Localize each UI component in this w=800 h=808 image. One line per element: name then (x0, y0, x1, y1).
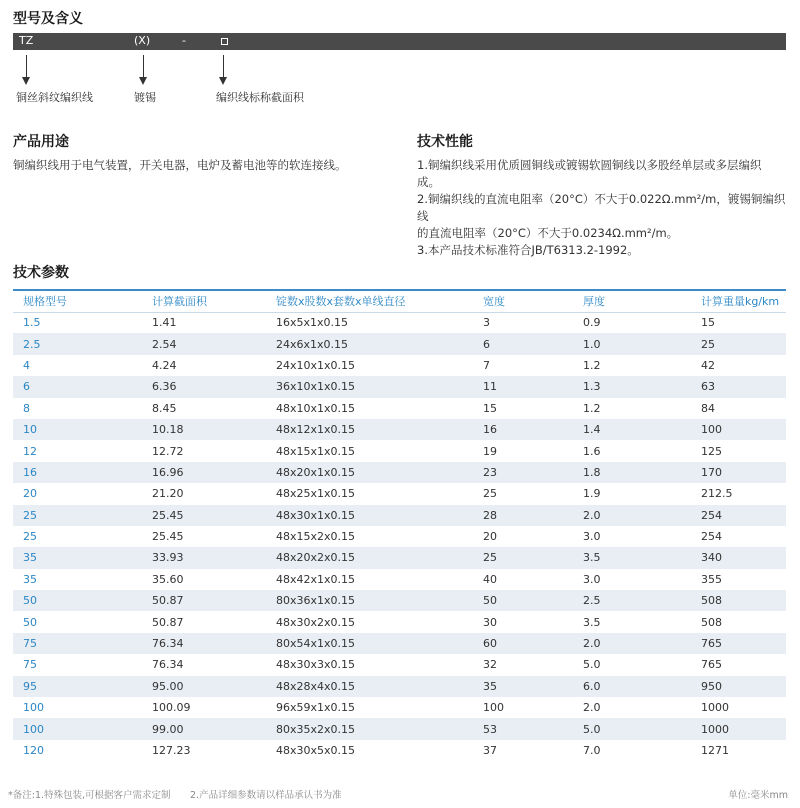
table-row (13, 633, 786, 654)
cell-width: 35 (473, 676, 573, 697)
cell-thickness: 1.9 (583, 487, 601, 501)
model-label-tinned: 镀锡 (134, 91, 156, 104)
table-row (13, 312, 786, 333)
cell-area: 2.54 (142, 333, 266, 354)
cell-thickness: 2.0 (573, 505, 691, 526)
arrow-down-icon (139, 55, 149, 85)
cell-construction: 24x6x1x0.15 (266, 333, 473, 354)
cell-weight: 42 (701, 358, 715, 372)
cell-weight: 125 (701, 444, 722, 458)
cell-weight: 254 (701, 530, 722, 544)
params-section-title: 技术参数 (13, 265, 69, 281)
table-row (13, 526, 786, 547)
cell-spec: 2.5 (13, 333, 142, 354)
cell-weight: 1000 (701, 701, 729, 715)
cell-thickness: 5.0 (573, 718, 691, 739)
table-row (13, 440, 786, 461)
cell-weight: 508 (691, 590, 786, 611)
header-spec: 规格型号 (13, 290, 142, 312)
cell-thickness: 1.8 (573, 462, 691, 483)
cell-spec: 12 (23, 444, 37, 458)
cell-construction: 36x10x1x0.15 (266, 376, 473, 397)
cell-thickness: 3.5 (573, 547, 691, 568)
cell-construction: 96x59x1x0.15 (276, 701, 356, 715)
cell-width: 30 (483, 615, 497, 629)
table-row (13, 547, 786, 568)
cell-construction: 48x10x1x0.15 (276, 401, 356, 415)
cell-spec: 100 (13, 718, 142, 739)
params-table (13, 289, 786, 761)
table-row (13, 376, 786, 397)
cell-width: 53 (473, 718, 573, 739)
cell-width: 3 (483, 316, 490, 330)
cell-spec: 75 (13, 633, 142, 654)
cell-area: 10.18 (142, 419, 266, 440)
cell-construction: 24x10x1x0.15 (276, 358, 356, 372)
cell-thickness: 1.4 (573, 419, 691, 440)
performance-line: 的直流电阻率（20°C）不大于0.0234Ω.mm²/m。 (417, 226, 679, 240)
cell-width: 37 (483, 744, 497, 757)
cell-width: 23 (473, 462, 573, 483)
table-row (13, 654, 786, 675)
header-width: 宽度 (473, 290, 573, 312)
cell-construction: 80x36x1x0.15 (266, 590, 473, 611)
cell-thickness: 1.2 (583, 358, 601, 372)
table-row (13, 419, 786, 440)
cell-spec: 95 (13, 676, 142, 697)
cell-width: 32 (483, 658, 497, 672)
cell-area: 127.23 (152, 744, 191, 757)
cell-construction: 48x30x1x0.15 (266, 505, 473, 526)
cell-weight: 25 (691, 333, 786, 354)
arrow-down-icon (219, 55, 229, 85)
cell-area: 33.93 (142, 547, 266, 568)
cell-thickness: 1.3 (573, 376, 691, 397)
cell-weight: 1000 (691, 718, 786, 739)
cell-area: 25.45 (142, 505, 266, 526)
model-code-bar (13, 33, 786, 50)
cell-weight: 765 (701, 658, 722, 672)
cell-thickness: 1.2 (583, 401, 601, 415)
cell-spec: 8 (23, 401, 30, 415)
cell-spec: 10 (13, 419, 142, 440)
cell-width: 20 (483, 530, 497, 544)
cell-construction: 80x35x2x0.15 (266, 718, 473, 739)
cell-width: 19 (483, 444, 497, 458)
performance-text (417, 157, 792, 259)
table-row (13, 697, 786, 718)
table-row (13, 676, 786, 697)
cell-weight: 340 (691, 547, 786, 568)
cell-construction: 48x12x1x0.15 (266, 419, 473, 440)
cell-construction: 48x15x1x0.15 (276, 444, 356, 458)
cell-thickness: 1.6 (583, 444, 601, 458)
cell-weight: 170 (691, 462, 786, 483)
table-row (13, 398, 786, 419)
performance-line: 3.本产品技术标准符合JB/T6313.2-1992。 (417, 243, 639, 257)
cell-width: 25 (473, 547, 573, 568)
cell-width: 16 (473, 419, 573, 440)
cell-area: 12.72 (152, 444, 184, 458)
cell-spec: 20 (23, 487, 37, 501)
header-weight: 计算重量kg/km (691, 290, 786, 312)
cell-construction: 48x30x2x0.15 (276, 615, 356, 629)
cell-area: 76.34 (152, 658, 184, 672)
cell-weight: 765 (691, 633, 786, 654)
cell-construction: 48x25x1x0.15 (276, 487, 356, 501)
header-thickness: 厚度 (573, 290, 691, 312)
section-placeholder-box (221, 38, 228, 45)
cell-thickness: 2.5 (573, 590, 691, 611)
cell-thickness: 2.0 (573, 633, 691, 654)
model-label-material: 铜丝斜纹编织线 (16, 91, 93, 104)
table-row (13, 333, 786, 354)
header-construction: 锭数x股数x套数x单线直径 (266, 290, 473, 312)
table-row (13, 505, 786, 526)
cell-width: 11 (473, 376, 573, 397)
cell-weight: 950 (691, 676, 786, 697)
cell-weight: 355 (701, 572, 722, 586)
cell-area: 100.09 (152, 701, 191, 715)
cell-construction: 48x30x3x0.15 (276, 658, 356, 672)
cell-spec: 4 (23, 358, 30, 372)
cell-spec: 25 (13, 505, 142, 526)
cell-weight: 212.5 (701, 487, 733, 501)
cell-spec: 35 (23, 572, 37, 586)
cell-thickness: 3.5 (583, 615, 601, 629)
cell-area: 35.60 (152, 572, 184, 586)
footnote-2: 2.产品详细参数请以样品承认书为准 (190, 790, 342, 801)
performance-line: 成。 (417, 175, 440, 189)
cell-thickness: 5.0 (583, 658, 601, 672)
cell-spec: 50 (13, 590, 142, 611)
cell-construction: 48x42x1x0.15 (276, 572, 356, 586)
cell-spec: 120 (23, 744, 44, 757)
table-row (13, 355, 786, 376)
cell-area: 8.45 (152, 401, 177, 415)
cell-thickness: 1.0 (573, 333, 691, 354)
table-row (13, 483, 786, 504)
model-section-title: 型号及含义 (13, 11, 83, 27)
cell-width: 25 (483, 487, 497, 501)
cell-spec: 25 (23, 530, 37, 544)
cell-width: 15 (483, 401, 497, 415)
cell-weight: 254 (691, 505, 786, 526)
cell-area: 95.00 (142, 676, 266, 697)
cell-thickness: 3.0 (583, 572, 601, 586)
cell-construction: 48x20x1x0.15 (266, 462, 473, 483)
header-area: 计算截面积 (142, 290, 266, 312)
cell-area: 76.34 (142, 633, 266, 654)
model-dash: - (182, 34, 186, 47)
cell-width: 40 (483, 572, 497, 586)
model-suffix: (X) (134, 34, 151, 47)
table-row (13, 590, 786, 611)
table-row (13, 462, 786, 483)
cell-width: 7 (483, 358, 490, 372)
model-label-section: 编织线标称截面积 (216, 91, 304, 104)
cell-construction: 48x15x2x0.15 (276, 530, 356, 544)
cell-weight: 1271 (701, 744, 729, 757)
performance-section-title: 技术性能 (417, 134, 473, 150)
cell-area: 16.96 (142, 462, 266, 483)
cell-construction: 48x30x5x0.15 (276, 744, 356, 757)
cell-width: 6 (473, 333, 573, 354)
cell-width: 100 (483, 701, 504, 715)
cell-weight: 100 (691, 419, 786, 440)
unit-note: 单位:毫米mm (728, 790, 788, 801)
cell-width: 28 (473, 505, 573, 526)
cell-spec: 16 (13, 462, 142, 483)
cell-thickness: 3.0 (583, 530, 601, 544)
performance-line: 2.铜编织线的直流电阻率（20°C）不大于0.022Ω.mm²/m，镀锡铜编织线 (417, 192, 786, 223)
cell-area: 21.20 (152, 487, 184, 501)
table-row (13, 569, 786, 590)
cell-area: 99.00 (142, 718, 266, 739)
cell-construction: 16x5x1x0.15 (276, 316, 349, 330)
table-header-row (13, 290, 786, 312)
cell-area: 6.36 (142, 376, 266, 397)
usage-section-title: 产品用途 (13, 134, 69, 150)
table-row (13, 718, 786, 739)
cell-weight: 15 (701, 316, 715, 330)
cell-thickness: 7.0 (583, 744, 601, 757)
cell-area: 25.45 (152, 530, 184, 544)
footnote-1: *备注:1.特殊包装,可根据客户需求定制 (8, 790, 171, 801)
cell-spec: 6 (13, 376, 142, 397)
performance-line: 1.铜编织线采用优质圆铜线或镀锡软圆铜线以多股经单层或多层编织 (417, 158, 762, 172)
usage-text: 铜编织线用于电气装置，开关电器，电炉及蓄电池等的软连接线。 (13, 158, 347, 172)
cell-width: 50 (473, 590, 573, 611)
cell-area: 1.41 (152, 316, 177, 330)
cell-spec: 100 (23, 701, 44, 715)
cell-spec: 50 (23, 615, 37, 629)
cell-construction: 48x20x2x0.15 (266, 547, 473, 568)
cell-thickness: 2.0 (583, 701, 601, 715)
cell-weight: 508 (701, 615, 722, 629)
model-code: TZ (19, 34, 34, 47)
cell-area: 50.87 (152, 615, 184, 629)
cell-weight: 63 (691, 376, 786, 397)
cell-area: 50.87 (142, 590, 266, 611)
cell-spec: 35 (13, 547, 142, 568)
cell-area: 4.24 (152, 358, 177, 372)
cell-spec: 75 (23, 658, 37, 672)
cell-construction: 48x28x4x0.15 (266, 676, 473, 697)
cell-construction: 80x54x1x0.15 (266, 633, 473, 654)
cell-thickness: 6.0 (573, 676, 691, 697)
arrow-down-icon (22, 55, 32, 85)
cell-width: 60 (473, 633, 573, 654)
table-row (13, 740, 786, 761)
cell-weight: 84 (701, 401, 715, 415)
table-row (13, 611, 786, 632)
cell-thickness: 0.9 (583, 316, 601, 330)
cell-spec: 1.5 (23, 316, 41, 330)
